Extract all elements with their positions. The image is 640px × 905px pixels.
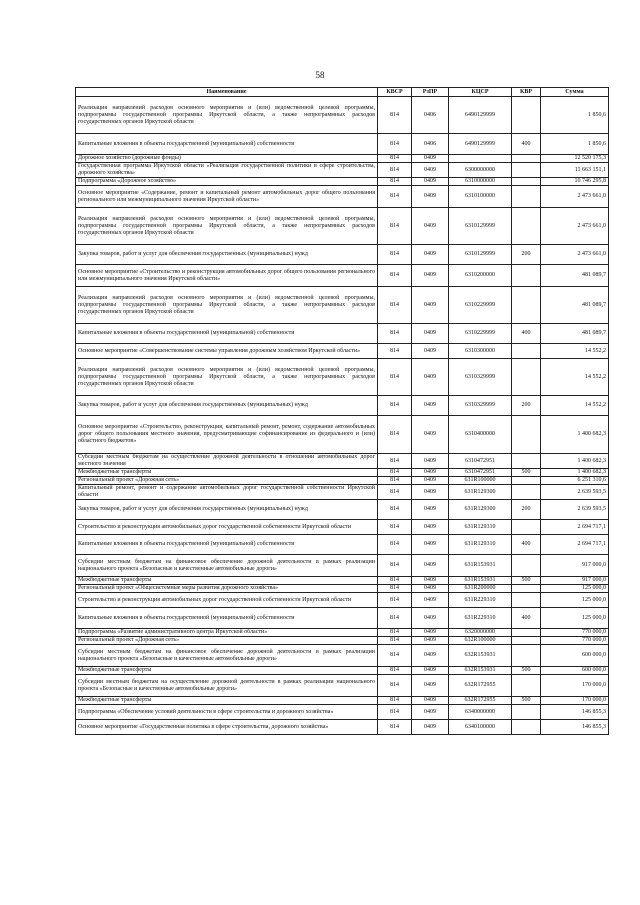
- table-row: [76, 469, 609, 477]
- cell-sum: 481 089,7: [541, 265, 609, 287]
- cell-kvsr: 814: [378, 344, 412, 359]
- cell-ksr: 632R100000: [449, 637, 512, 645]
- cell-kvr: 200: [512, 500, 541, 520]
- cell-kvsr: 814: [378, 697, 412, 705]
- cell-kvsr: 814: [378, 535, 412, 555]
- page-number: 58: [315, 70, 325, 80]
- table-row: [76, 416, 609, 454]
- cell-ksr: 6310472951: [449, 454, 512, 469]
- table-row: [76, 454, 609, 469]
- cell-kvsr: 814: [378, 585, 412, 593]
- table-row: [76, 245, 609, 265]
- cell-name: Региональный проект «Дорожная сеть»: [76, 477, 378, 485]
- cell-ksr: 631R229310: [449, 593, 512, 608]
- cell-sum: 125 000,0: [541, 593, 609, 608]
- cell-ksr: [449, 155, 512, 163]
- cell-kvr: [512, 593, 541, 608]
- cell-ksr: 6310229999: [449, 287, 512, 324]
- cell-sum: 14 552,2: [541, 396, 609, 416]
- cell-kvr: 500: [512, 667, 541, 675]
- cell-rzpr: 0409: [412, 324, 449, 344]
- cell-ksr: 6490129999: [449, 134, 512, 155]
- cell-rzpr: 0409: [412, 485, 449, 500]
- table-row: [76, 186, 609, 208]
- cell-rzpr: 0406: [412, 97, 449, 134]
- cell-sum: 1 400 682,3: [541, 454, 609, 469]
- cell-rzpr: 0409: [412, 155, 449, 163]
- cell-kvsr: 814: [378, 485, 412, 500]
- cell-sum: 6 251 310,6: [541, 477, 609, 485]
- cell-name: Региональный проект «Общесистемные меры развития дорожного хозяйства»: [76, 585, 378, 593]
- cell-rzpr: 0409: [412, 675, 449, 697]
- cell-kvr: 500: [512, 469, 541, 477]
- cell-sum: 125 000,0: [541, 585, 609, 593]
- table-row: [76, 477, 609, 485]
- cell-kvsr: 814: [378, 720, 412, 735]
- table-row: [76, 555, 609, 577]
- cell-kvr: 500: [512, 697, 541, 705]
- table-row: [76, 344, 609, 359]
- table-row: [76, 577, 609, 585]
- cell-sum: 481 089,7: [541, 324, 609, 344]
- cell-name: Закупка товаров, работ и услуг для обеспечения государственных (муниципальных) нужд: [76, 500, 378, 520]
- cell-kvr: [512, 163, 541, 178]
- cell-kvr: [512, 265, 541, 287]
- cell-kvsr: 814: [378, 359, 412, 396]
- cell-ksr: 6310329999: [449, 359, 512, 396]
- cell-kvr: [512, 208, 541, 245]
- table-row: [76, 629, 609, 637]
- table-row: [76, 359, 609, 396]
- cell-name: Реализация направлений расходов основного мероприятия и (или) ведомственной целевой программы, подпрограммы государственной программы Иркутской области, а также непрограммных расходов государственных органов Иркутской области: [76, 208, 378, 245]
- cell-sum: 14 552,2: [541, 344, 609, 359]
- cell-name: Государственная программа Иркутской области «Реализация государственной политики в сфере строительства, дорожного хозяйства»: [76, 163, 378, 178]
- table-row: [76, 608, 609, 629]
- cell-kvsr: 814: [378, 265, 412, 287]
- table-row: [76, 97, 609, 134]
- cell-ksr: 632R153931: [449, 645, 512, 667]
- cell-kvr: [512, 454, 541, 469]
- table-body: [76, 97, 609, 735]
- table-row: [76, 667, 609, 675]
- cell-kvsr: 814: [378, 396, 412, 416]
- cell-kvr: [512, 178, 541, 186]
- header-name: Наименование: [76, 88, 378, 97]
- cell-sum: 600 000,0: [541, 645, 609, 667]
- cell-kvsr: 814: [378, 97, 412, 134]
- cell-ksr: 631R129300: [449, 485, 512, 500]
- cell-kvsr: 814: [378, 324, 412, 344]
- cell-rzpr: 0409: [412, 593, 449, 608]
- table-row: [76, 720, 609, 735]
- cell-kvr: [512, 97, 541, 134]
- header-kvr: КВР: [512, 88, 541, 97]
- cell-sum: 12 520 175,3: [541, 155, 609, 163]
- table-row: [76, 585, 609, 593]
- cell-rzpr: 0409: [412, 720, 449, 735]
- cell-name: Основное мероприятие «Строительство и реконструкция автомобильных дорог общего пользования регионального или межмуниципального значения Иркутской области»: [76, 265, 378, 287]
- cell-kvr: [512, 155, 541, 163]
- cell-sum: 2 473 661,0: [541, 208, 609, 245]
- cell-ksr: 632R172955: [449, 675, 512, 697]
- table-row: [76, 287, 609, 324]
- cell-rzpr: 0409: [412, 359, 449, 396]
- cell-kvr: [512, 287, 541, 324]
- cell-name: Основное мероприятие «Содержание, ремонт и капитальный ремонт автомобильных дорог общего пользования регионального или межмуниципального значения Иркутской области»: [76, 186, 378, 208]
- cell-rzpr: 0409: [412, 245, 449, 265]
- cell-sum: 1 850,6: [541, 134, 609, 155]
- cell-ksr: 6300000000: [449, 163, 512, 178]
- cell-kvsr: 814: [378, 667, 412, 675]
- cell-ksr: 6310129999: [449, 245, 512, 265]
- cell-name: Основное мероприятие «Строительство, реконструкция, капитальный ремонт, ремонт, содержание автомобильных дорог общего пользования местного значения, предусматривающие софинансирование из федерального и (или) областного бюджетов»: [76, 416, 378, 454]
- cell-rzpr: 0409: [412, 520, 449, 535]
- cell-sum: 146 855,3: [541, 705, 609, 720]
- cell-ksr: 6310229999: [449, 324, 512, 344]
- cell-ksr: 6310329999: [449, 396, 512, 416]
- cell-name: Строительство и реконструкция автомобильных дорог государственной собственности Иркутской области: [76, 593, 378, 608]
- cell-kvsr: 814: [378, 477, 412, 485]
- cell-ksr: 631R153931: [449, 555, 512, 577]
- cell-sum: 917 000,0: [541, 577, 609, 585]
- cell-rzpr: 0409: [412, 469, 449, 477]
- header-ksr: КЦСР: [449, 88, 512, 97]
- cell-sum: 2 473 661,0: [541, 186, 609, 208]
- cell-sum: 1 400 682,3: [541, 469, 609, 477]
- header-rzpr: РзПР: [412, 88, 449, 97]
- cell-kvsr: 814: [378, 705, 412, 720]
- cell-sum: 1 400 682,3: [541, 416, 609, 454]
- cell-ksr: 6310472951: [449, 469, 512, 477]
- cell-ksr: 631R229310: [449, 608, 512, 629]
- cell-ksr: 632R172955: [449, 697, 512, 705]
- cell-ksr: 631R153931: [449, 577, 512, 585]
- cell-ksr: 632R153931: [449, 667, 512, 675]
- cell-kvr: [512, 675, 541, 697]
- cell-sum: 2 639 593,5: [541, 485, 609, 500]
- cell-sum: 2 473 661,0: [541, 245, 609, 265]
- cell-ksr: 6340100000: [449, 720, 512, 735]
- cell-rzpr: 0409: [412, 477, 449, 485]
- cell-kvr: 400: [512, 608, 541, 629]
- cell-kvsr: 814: [378, 186, 412, 208]
- cell-rzpr: 0409: [412, 585, 449, 593]
- cell-name: Субсидии местным бюджетам на финансовое обеспечение дорожной деятельности в рамках реализации национального проекта «Безопасные и качественные автомобильные дороги»: [76, 555, 378, 577]
- cell-rzpr: 0409: [412, 608, 449, 629]
- cell-rzpr: 0409: [412, 344, 449, 359]
- cell-kvr: [512, 520, 541, 535]
- cell-sum: 170 000,0: [541, 675, 609, 697]
- cell-kvr: [512, 555, 541, 577]
- cell-name: Субсидии местным бюджетам на финансовое обеспечение дорожной деятельности в рамках реализации национального проекта «Безопасные и качественные автомобильные дороги»: [76, 645, 378, 667]
- cell-kvr: 500: [512, 577, 541, 585]
- cell-rzpr: 0409: [412, 667, 449, 675]
- cell-kvsr: 814: [378, 645, 412, 667]
- cell-sum: 170 000,0: [541, 697, 609, 705]
- cell-kvsr: 814: [378, 245, 412, 265]
- table-row: [76, 163, 609, 178]
- cell-name: Капитальные вложения в объекты государственной (муниципальной) собственности: [76, 324, 378, 344]
- cell-kvr: [512, 485, 541, 500]
- cell-ksr: 6310000000: [449, 178, 512, 186]
- cell-kvsr: 814: [378, 555, 412, 577]
- table-row: [76, 134, 609, 155]
- cell-sum: 770 000,0: [541, 629, 609, 637]
- cell-sum: 2 694 717,1: [541, 520, 609, 535]
- cell-kvr: [512, 629, 541, 637]
- cell-kvsr: 814: [378, 454, 412, 469]
- header-kvsr: КВСР: [378, 88, 412, 97]
- cell-rzpr: 0406: [412, 134, 449, 155]
- table-row: [76, 697, 609, 705]
- cell-kvsr: 814: [378, 629, 412, 637]
- cell-kvr: [512, 186, 541, 208]
- table-row: [76, 675, 609, 697]
- cell-rzpr: 0409: [412, 637, 449, 645]
- cell-kvsr: 814: [378, 637, 412, 645]
- cell-rzpr: 0409: [412, 629, 449, 637]
- table-row: [76, 178, 609, 186]
- cell-name: Межбюджетные трансферты: [76, 577, 378, 585]
- cell-name: Подпрограмма «Дорожное хозяйство»: [76, 178, 378, 186]
- table-row: [76, 705, 609, 720]
- cell-ksr: 6340000000: [449, 705, 512, 720]
- table-header-row: [76, 88, 609, 97]
- cell-name: Межбюджетные трансферты: [76, 667, 378, 675]
- cell-kvr: 200: [512, 396, 541, 416]
- cell-rzpr: 0409: [412, 178, 449, 186]
- table-row: [76, 645, 609, 667]
- cell-rzpr: 0409: [412, 645, 449, 667]
- cell-sum: 11 663 151,1: [541, 163, 609, 178]
- cell-sum: 125 000,0: [541, 608, 609, 629]
- cell-kvsr: 814: [378, 208, 412, 245]
- cell-ksr: 6320000000: [449, 629, 512, 637]
- table-row: [76, 485, 609, 500]
- cell-sum: 1 850,6: [541, 97, 609, 134]
- cell-rzpr: 0409: [412, 500, 449, 520]
- cell-rzpr: 0409: [412, 555, 449, 577]
- cell-kvr: 400: [512, 324, 541, 344]
- table-row: [76, 155, 609, 163]
- cell-ksr: 631R129310: [449, 535, 512, 555]
- cell-name: Субсидии местным бюджетам на осуществление дорожной деятельности в отношении автомобильных дорог местного значения: [76, 454, 378, 469]
- cell-rzpr: 0409: [412, 163, 449, 178]
- table-row: [76, 520, 609, 535]
- table-row: [76, 637, 609, 645]
- table-row: [76, 500, 609, 520]
- cell-name: Капитальные вложения в объекты государственной (муниципальной) собственности: [76, 535, 378, 555]
- cell-ksr: 6490129999: [449, 97, 512, 134]
- cell-ksr: 6310400000: [449, 416, 512, 454]
- cell-ksr: 6310100000: [449, 186, 512, 208]
- cell-kvr: [512, 477, 541, 485]
- cell-kvr: [512, 637, 541, 645]
- cell-ksr: 631R200000: [449, 585, 512, 593]
- cell-rzpr: 0409: [412, 697, 449, 705]
- table-row: [76, 265, 609, 287]
- cell-kvsr: 814: [378, 163, 412, 178]
- cell-sum: 917 000,0: [541, 555, 609, 577]
- cell-kvsr: 814: [378, 416, 412, 454]
- cell-kvr: 400: [512, 535, 541, 555]
- table-row: [76, 396, 609, 416]
- cell-rzpr: 0409: [412, 396, 449, 416]
- cell-rzpr: 0409: [412, 265, 449, 287]
- cell-sum: 770 000,0: [541, 637, 609, 645]
- cell-kvr: [512, 645, 541, 667]
- cell-sum: 14 552,2: [541, 359, 609, 396]
- cell-name: Капитальные вложения в объекты государственной (муниципальной) собственности: [76, 134, 378, 155]
- cell-kvsr: 814: [378, 469, 412, 477]
- cell-sum: 481 089,7: [541, 287, 609, 324]
- cell-kvsr: 814: [378, 155, 412, 163]
- cell-kvr: [512, 585, 541, 593]
- table-row: [76, 535, 609, 555]
- cell-sum: 2 639 593,5: [541, 500, 609, 520]
- cell-rzpr: 0409: [412, 287, 449, 324]
- cell-sum: 146 855,3: [541, 720, 609, 735]
- cell-name: Субсидии местным бюджетам на осуществление дорожной деятельности в рамках реализации национального проекта «Безопасные и качественные автомобильные дороги»: [76, 675, 378, 697]
- cell-kvsr: 814: [378, 675, 412, 697]
- cell-kvr: [512, 344, 541, 359]
- cell-name: Строительство и реконструкция автомобильных дорог государственной собственности Иркутской области: [76, 520, 378, 535]
- cell-kvsr: 814: [378, 593, 412, 608]
- cell-name: Межбюджетные трансферты: [76, 469, 378, 477]
- table-row: [76, 324, 609, 344]
- cell-kvr: [512, 416, 541, 454]
- cell-name: Основное мероприятие «Совершенствование системы управления дорожным хозяйством Иркутской области»: [76, 344, 378, 359]
- cell-ksr: 6310200000: [449, 265, 512, 287]
- budget-table: [75, 87, 609, 735]
- table-row: [76, 208, 609, 245]
- cell-sum: 10 746 295,8: [541, 178, 609, 186]
- cell-rzpr: 0409: [412, 454, 449, 469]
- cell-ksr: 631R100000: [449, 477, 512, 485]
- cell-kvr: 200: [512, 245, 541, 265]
- cell-ksr: 6310129999: [449, 208, 512, 245]
- cell-name: Подпрограмма «Обеспечение условий деятельности в сфере строительства и дорожного хозяйства»: [76, 705, 378, 720]
- cell-name: Капитальные вложения в объекты государственной (муниципальной) собственности: [76, 608, 378, 629]
- cell-kvsr: 814: [378, 178, 412, 186]
- cell-name: Реализация направлений расходов основного мероприятия и (или) ведомственной целевой программы, подпрограммы государственной программы Иркутской области, а также непрограммных расходов государственных органов Иркутской области: [76, 359, 378, 396]
- cell-kvsr: 814: [378, 134, 412, 155]
- cell-kvr: [512, 705, 541, 720]
- cell-rzpr: 0409: [412, 535, 449, 555]
- cell-sum: 2 694 717,1: [541, 535, 609, 555]
- cell-sum: 600 000,0: [541, 667, 609, 675]
- cell-kvsr: 814: [378, 577, 412, 585]
- cell-name: Основное мероприятие «Государственная политика в сфере строительства, дорожного хозяйства»: [76, 720, 378, 735]
- cell-name: Реализация направлений расходов основного мероприятия и (или) ведомственной целевой программы, подпрограммы государственной программы Иркутской области, а также непрограммных расходов государственных органов Иркутской области: [76, 287, 378, 324]
- cell-name: Реализация направлений расходов основного мероприятия и (или) ведомственной целевой программы, подпрограммы государственной программы Иркутской области, а также непрограммных расходов государственных органов Иркутской области: [76, 97, 378, 134]
- cell-name: Подпрограмма «Развитие административного центра Иркутской области»: [76, 629, 378, 637]
- cell-rzpr: 0409: [412, 705, 449, 720]
- cell-kvr: [512, 720, 541, 735]
- cell-kvsr: 814: [378, 500, 412, 520]
- cell-name: Закупка товаров, работ и услуг для обеспечения государственных (муниципальных) нужд: [76, 396, 378, 416]
- cell-ksr: 631R129300: [449, 500, 512, 520]
- cell-name: Капитальный ремонт, ремонт и содержание автомобильных дорог государственной собственности Иркутской области: [76, 485, 378, 500]
- cell-kvsr: 814: [378, 608, 412, 629]
- cell-ksr: 631R129310: [449, 520, 512, 535]
- header-sum: Сумма: [541, 88, 609, 97]
- table-row: [76, 593, 609, 608]
- cell-rzpr: 0409: [412, 208, 449, 245]
- cell-rzpr: 0409: [412, 416, 449, 454]
- cell-kvr: [512, 359, 541, 396]
- cell-ksr: 6310300000: [449, 344, 512, 359]
- cell-kvr: 400: [512, 134, 541, 155]
- cell-kvsr: 814: [378, 520, 412, 535]
- cell-rzpr: 0409: [412, 577, 449, 585]
- cell-name: Региональный проект «Дорожная сеть»: [76, 637, 378, 645]
- cell-name: Межбюджетные трансферты: [76, 697, 378, 705]
- cell-name: Дорожное хозяйство (дорожные фонды): [76, 155, 378, 163]
- cell-kvsr: 814: [378, 287, 412, 324]
- cell-name: Закупка товаров, работ и услуг для обеспечения государственных (муниципальных) нужд: [76, 245, 378, 265]
- cell-rzpr: 0409: [412, 186, 449, 208]
